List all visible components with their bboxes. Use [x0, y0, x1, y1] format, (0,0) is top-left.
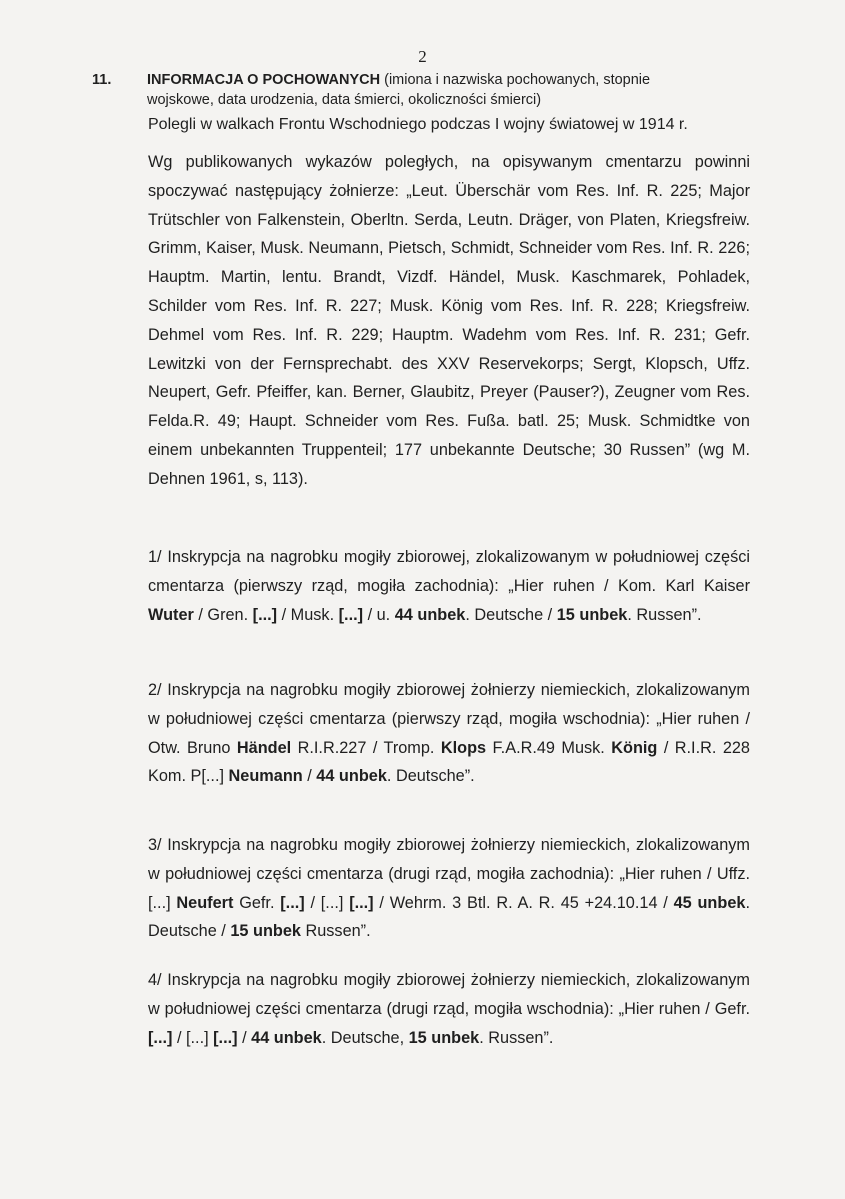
inscription-paragraph — [148, 676, 750, 791]
inscription-text: . Russen”. — [479, 1028, 554, 1047]
inscription-paragraph — [148, 543, 750, 629]
inscription-text: / [...] — [304, 893, 350, 912]
page-number: 2 — [418, 47, 427, 66]
inscription-text: 1/ Inskrypcja na nagrobku mogiły zbiorowej, zlokalizowanym w południowej części cmentarza (pierwszy rząd, mogiła zachodnia): „Hier ruhen / Kom. Karl Kaiser — [148, 548, 750, 595]
inscription-bold-text: 15 unbek — [556, 605, 628, 624]
inscription-text: . Deutsche / — [465, 605, 557, 624]
section-title-note: (imiona i nazwiska pochowanych, stopnie — [384, 72, 651, 88]
inscription-text: 4/ Inskrypcja na nagrobku mogiły zbiorowej żołnierzy niemieckich, zlokalizowanym w południowej części cmentarza (drugi rząd, mogiła wschodnia): „Hier ruhen / Gefr. — [148, 971, 750, 1018]
inscription-bold-text: Händel — [236, 738, 292, 757]
inscription-text: . Deutsche / — [148, 893, 750, 941]
inscription-paragraph — [148, 966, 750, 1052]
inscription-bold-text: Wuter — [148, 605, 194, 624]
inscription-text: Russen”. — [300, 922, 371, 941]
inscription-bold-text: Klops — [440, 738, 487, 757]
section-heading — [147, 70, 762, 90]
inscription-bold-text: [...] — [148, 1028, 173, 1047]
inscription-bold-text: 45 unbek — [673, 893, 746, 912]
inscription-text: F.A.R.49 Musk. — [486, 738, 612, 757]
inscription-paragraph — [148, 831, 750, 946]
inscription-text: 3/ Inskrypcja na nagrobku mogiły zbiorowej żołnierzy niemieckich, zlokalizowanym w południowej części cmentarza (drugi rząd, mogiła zachodnia): „Hier ruhen / Uffz. [...] — [148, 836, 750, 912]
inscription-text: Gefr. — [233, 893, 281, 912]
main-paragraph: Wg publikowanych wykazów poległych, na opisywanym cmentarzu powinni spoczywać następujący żołnierze: „Leut. Überschär vom Res. Inf. R. 225; Major Trütschler von Falkenstein, Oberltn. Serda, Leutn. Dräger, von Platen, Kriegsfreiw. Grimm, Kaiser, Musk. Neumann, Pietsch, Schmidt, Schneider vom Res. Inf. R. 226; Hauptm. Martin, lentu. Brandt, Vizdf. Händel, Musk. Kaschmarek, Pohladek, Schilder vom Res. Inf. R. 227; Musk. König vom Res. Inf. R. 228; Kriegsfreiw. Dehmel vom Res. Inf. R. 229; Hauptm. Wadehm vom Res. Inf. R. 231; Gefr. Lewitzki von der Fernsprechabt. des XXV Reservekorps; Sergt, Klopsch, Uffz. Neupert, Gefr. Pfeiffer, kan. Berner, Glaubitz, Preyer (Pauser?), Zeugner vom Res. Felda.R. 49; Haupt. Schneider vom Res. Fußa. batl. 25; Musk. Schmidtke von einem unbekannten Truppenteil; 177 unbekannte Deutsche; 30 Russen” (wg M. Dehnen 1961, s, 113). — [148, 153, 750, 488]
inscription-bold-text: [...] — [349, 893, 374, 912]
section-title: INFORMACJA O POCHOWANYCH — [147, 72, 381, 88]
inscription-bold-text: 44 unbek — [316, 767, 387, 786]
inscription-bold-text: 15 unbek — [230, 922, 301, 941]
inscription-text: . Russen”. — [627, 605, 702, 624]
inscription-text: . Deutsche, — [321, 1028, 409, 1047]
inscription-bold-text: 44 unbek — [394, 605, 466, 624]
inscription-bold-text: [...] — [280, 893, 305, 912]
section-subtitle: wojskowe, data urodzenia, data śmierci, okoliczności śmierci) — [147, 92, 542, 108]
inscription-bold-text: [...] — [213, 1028, 238, 1047]
inscription-text: / Gren. — [193, 605, 253, 624]
fallen-statement: Polegli w walkach Frontu Wschodniego podczas I wojny światowej w 1914 r. — [148, 116, 688, 133]
inscription-text: / [...] — [172, 1028, 214, 1047]
inscription-bold-text: König — [611, 738, 658, 757]
inscription-bold-text: [...] — [252, 605, 278, 624]
inscription-bold-text: 44 unbek — [251, 1028, 322, 1047]
inscription-text: / Wehrm. 3 Btl. R. A. R. 45 +24.10.14 / — [373, 893, 674, 912]
inscription-text: / Musk. — [277, 605, 339, 624]
section-number: 11. — [92, 72, 112, 88]
inscription-text: / — [302, 767, 317, 786]
inscription-text: / R.I.R. 228 Kom. P[...] — [148, 738, 750, 786]
inscription-text: / u. — [363, 605, 395, 624]
inscription-bold-text: Neumann — [228, 767, 303, 786]
inscription-text: 2/ Inskrypcja na nagrobku mogiły zbiorowej żołnierzy niemieckich, zlokalizowanym w południowej części cmentarza (pierwszy rząd, mogiła wschodnia): „Hier ruhen / Otw. Bruno — [148, 681, 750, 757]
inscription-bold-text: Neufert — [176, 893, 234, 912]
inscription-text: / — [237, 1028, 252, 1047]
inscription-bold-text: [...] — [338, 605, 364, 624]
section-header — [92, 70, 762, 110]
inscription-text: . Deutsche”. — [386, 767, 475, 786]
inscription-bold-text: 15 unbek — [408, 1028, 480, 1047]
inscription-text: R.I.R.227 / Tromp. — [291, 738, 441, 757]
